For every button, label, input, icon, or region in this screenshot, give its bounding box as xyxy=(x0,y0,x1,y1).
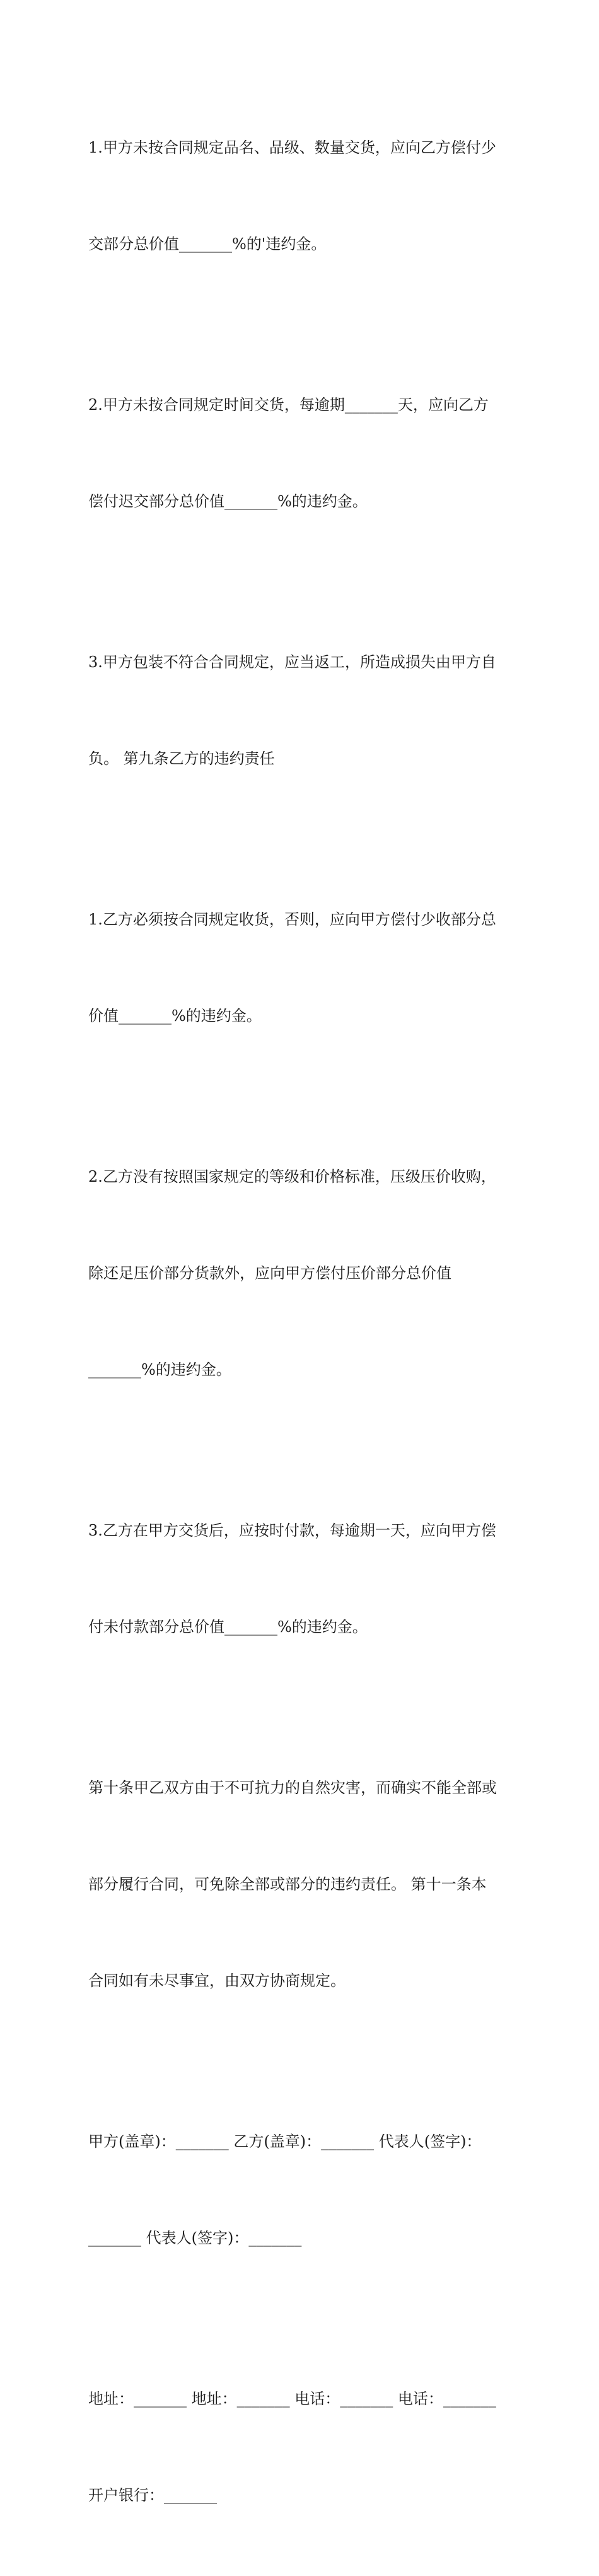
text-line: 开户银行：_______ xyxy=(88,2486,217,2504)
text-line: 偿付迟交部分总价值_______%的违约金。 xyxy=(88,492,368,510)
paragraph-jia-packaging xyxy=(88,582,523,839)
text-line: 甲方(盖章)：_______ 乙方(盖章)：_______ 代表人(签字)： xyxy=(88,2133,482,2150)
text-line: 地址：_______ 地址：_______ 电话：_______ 电话：_______ xyxy=(88,2390,496,2408)
paragraph-jia-breach-quantity xyxy=(88,67,523,325)
text-line: _______ 代表人(签字)：_______ xyxy=(88,2229,302,2247)
text-line: 负。 第九条乙方的违约责任 xyxy=(88,750,275,767)
paragraph-yi-payment xyxy=(88,1450,523,1708)
signature-block xyxy=(88,2061,523,2319)
text-line: 除还足压价部分货款外，应向甲方偿付压价部分总价值 xyxy=(88,1264,451,1282)
paragraph-jia-breach-time xyxy=(88,325,523,582)
text-line: 交部分总价值_______%的'违约金。 xyxy=(88,235,327,253)
document-body xyxy=(88,67,523,2576)
paragraph-yi-receipt xyxy=(88,839,523,1097)
paragraph-yi-price xyxy=(88,1097,523,1450)
text-line: _______%的违约金。 xyxy=(88,1361,231,1378)
text-line: 付未付款部分总价值_______%的违约金。 xyxy=(88,1618,368,1636)
text-line: 3.乙方在甲方交货后，应按时付款，每逾期一天，应向甲方偿 xyxy=(88,1522,496,1539)
text-line: 2.甲方未按合同规定时间交货，每逾期_______天，应向乙方 xyxy=(88,396,489,414)
text-line: 第十条甲乙双方由于不可抗力的自然灾害，而确实不能全部或 xyxy=(88,1779,497,1797)
text-line: 价值_______%的违约金。 xyxy=(88,1007,262,1025)
paragraph-force-majeure xyxy=(88,1708,523,2061)
text-line: 3.甲方包装不符合合同规定，应当返工，所造成损失由甲方自 xyxy=(88,653,496,671)
text-line: 2.乙方没有按照国家规定的等级和价格标准，压级压价收购， xyxy=(88,1168,496,1186)
text-line: 1.乙方必须按合同规定收货，否则，应向甲方偿付少收部分总 xyxy=(88,911,496,928)
text-line: 部分履行合同，可免除全部或部分的违约责任。 第十一条本 xyxy=(88,1875,487,1893)
text-line: 合同如有未尽事宜，由双方协商规定。 xyxy=(88,1972,346,1990)
contact-block xyxy=(88,2319,523,2576)
text-line: 1.甲方未按合同规定品名、品级、数量交货，应向乙方偿付少 xyxy=(88,139,496,156)
